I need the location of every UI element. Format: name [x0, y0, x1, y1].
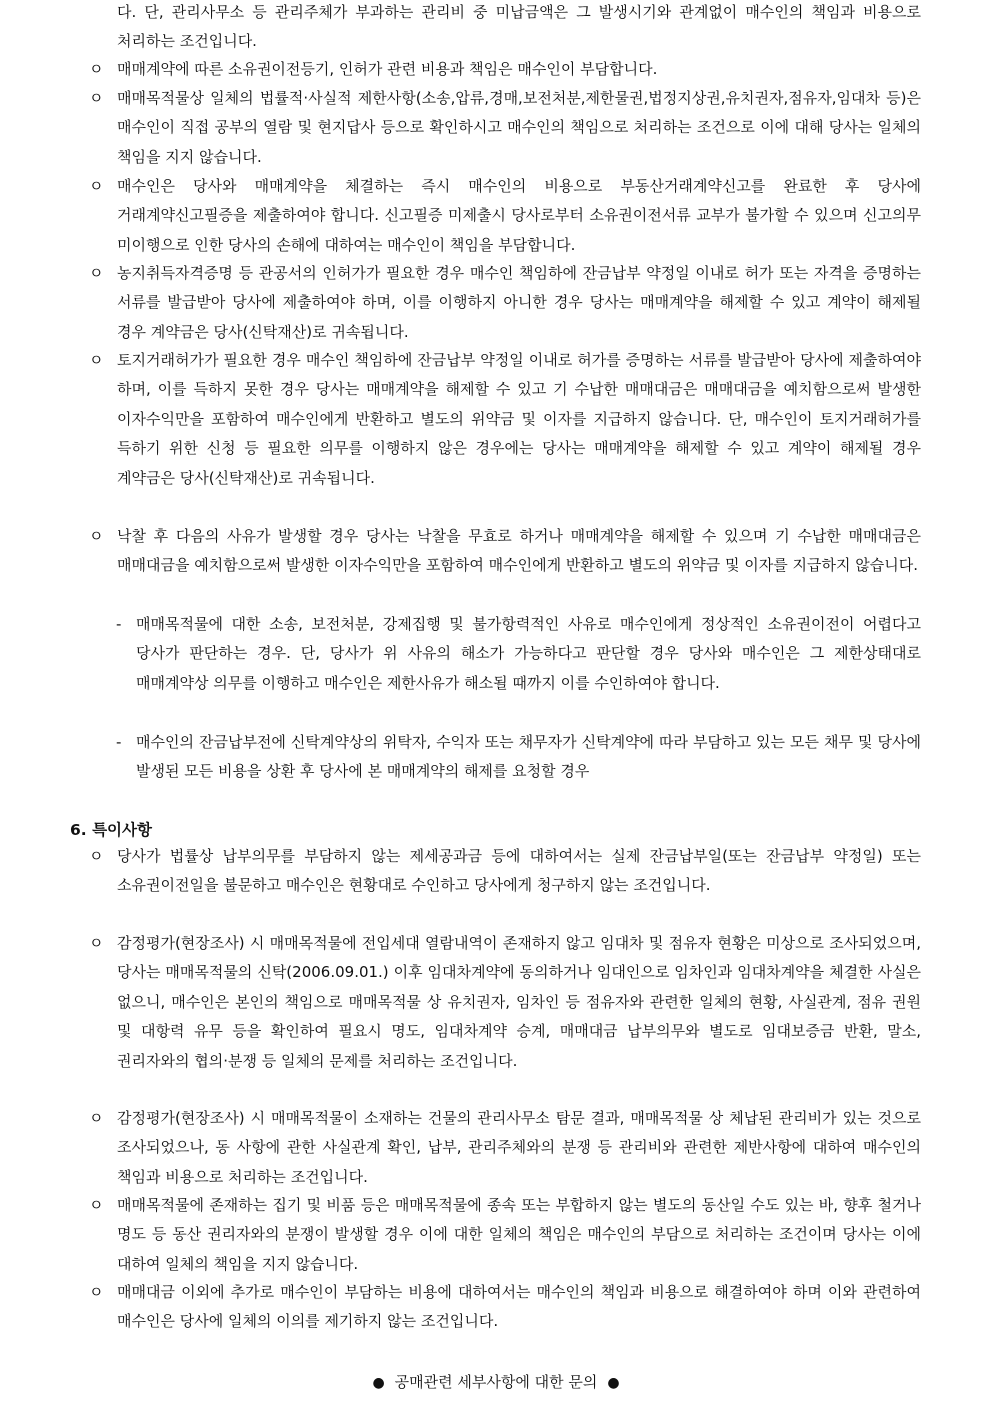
condition-text: 낙찰 후 다음의 사유가 발생할 경우 당사는 낙찰을 무효로 하거나 매매계약을 해제할 수 있으며 기 수납한 매매대금은 매매대금을 예치함으로써 발생한 이자수익만을 포함하여 매수인에게 반환하고 별도의 위약금 및 이자를 지급하지 않습니다. — [117, 527, 921, 575]
sub-condition-text: 매수인의 잔금납부전에 신탁계약상의 위탁자, 수익자 또는 채무자가 신탁계약에 따라 부담하고 있는 모든 채무 및 당사에 발생된 모든 비용을 상환 후 당사에 본 매매계약의 해제를 요청할 경우 — [136, 733, 921, 781]
bullet-marker: ㅇ — [89, 60, 104, 78]
sub-condition-text: 매매목적물에 대한 소송, 보전처분, 강제집행 및 불가항력적인 사유로 매수인에게 정상적인 소유권이전이 어렵다고 당사가 판단하는 경우. 단, 당사가 위 사유의 해소가 가능하다고 판단할 경우 당사와 매수인은 그 제한상태대로 매매계약상 의무를 이행하고 매수인은 제한사유가 해소될 때까지 이를 수인하여야 합니다. — [136, 615, 921, 692]
condition-text: 토지거래허가가 필요한 경우 매수인 책임하에 잔금납부 약정일 이내로 허가를 증명하는 서류를 발급받아 당사에 제출하여야 하며, 이를 득하지 못한 경우 당사는 매매계약을 해제할 수 있고 기 수납한 매매대금은 매매대금을 예치함으로써 발생한 이자수익만을 포함하여 매수인에게 반환하고 별도의 위약금 및 이자를 지급하지 않습니다. 단, 매수인이 토지거래허가를 득하기 위한 신청 등 필요한 의무를 이행하지 않은 경우에는 당사는 매매계약을 해제할 수 있고 계약이 해제될 경우 계약금은 당사(신탁재산)로 귀속됩니다. — [117, 351, 921, 487]
dash-marker: - — [116, 733, 122, 751]
bullet-dot-icon: ● — [607, 1375, 620, 1391]
bullet-marker: ㅇ — [89, 89, 104, 107]
condition-text: 농지취득자격증명 등 관공서의 인허가가 필요한 경우 매수인 책임하에 잔금납부 약정일 이내로 허가 또는 자격을 증명하는 서류를 발급받아 당사에 제출하여야 하며, 이를 이행하지 아니한 경우 당사는 매매계약을 해제할 수 있고 계약이 해제될 경우 계약금은 당사(신탁재산)로 귀속됩니다. — [117, 264, 921, 341]
bullet-marker: ㅇ — [89, 527, 104, 545]
bullet-marker: ㅇ — [89, 351, 104, 369]
bullet-marker: ㅇ — [89, 847, 104, 865]
special-item-text: 당사가 법률상 납부의무를 부담하지 않는 제세공과금 등에 대하여서는 실제 잔금납부일(또는 잔금납부 약정일) 또는 소유권이전일을 불문하고 매수인은 현황대로 수인하고 당사에게 청구하지 않는 조건입니다. — [117, 847, 921, 895]
paragraph-text: 다. 단, 관리사무소 등 관리주체가 부과하는 관리비 중 미납금액은 그 발생시기와 관계없이 매수인의 책임과 비용으로 처리하는 조건입니다. — [117, 3, 921, 51]
special-item-text: 매매목적물에 존재하는 집기 및 비품 등은 매매목적물에 종속 또는 부합하지 않는 별도의 동산일 수도 있는 바, 향후 철거나 명도 등 동산 권리자와의 분쟁이 발생할 경우 이에 대한 일체의 책임은 매수인의 부담으로 처리하는 조건이며 당사는 이에 대하여 일체의 책임을 지지 않습니다. — [117, 1196, 921, 1273]
footer-text: 공매관련 세부사항에 대한 문의 — [394, 1373, 598, 1391]
bullet-marker: ㅇ — [89, 934, 104, 952]
bullet-dot-icon: ● — [372, 1375, 385, 1391]
bullet-marker: ㅇ — [89, 1196, 104, 1214]
condition-text: 매수인은 당사와 매매계약을 체결하는 즉시 매수인의 비용으로 부동산거래계약신고를 완료한 후 당사에 거래계약신고필증을 제출하여야 합니다. 신고필증 미제출시 당사로부터 소유권이전서류 교부가 불가할 수 있으며 신고의무 미이행으로 인한 당사의 손해에 대하여는 매수인이 책임을 부담합니다. — [117, 177, 921, 254]
special-item-text: 감정평가(현장조사) 시 매매목적물에 전입세대 열람내역이 존재하지 않고 임대차 및 점유자 현황은 미상으로 조사되었으며, 당사는 매매목적물의 신탁(2006.09.01.) 이후 임대차계약에 동의하거나 임대인으로 임차인과 임대차계약을 체결한 사실은 없으니, 매수인은 본인의 책임으로 매매목적물 상 유치권자, 임차인 등 점유자와 관련한 일체의 현황, 사실관계, 점유 권원 및 대항력 유무 등을 확인하여 필요시 명도, 임대차계약 승계, 매매대금 납부의무와 별도로 임대보증금 반환, 말소, 권리자와의 협의·분쟁 등 일체의 문제를 처리하는 조건입니다. — [117, 934, 921, 1070]
inquiry-footer — [0, 1368, 992, 1397]
condition-text: 매매계약에 따른 소유권이전등기, 인허가 관련 비용과 책임은 매수인이 부담합니다. — [117, 60, 658, 78]
bullet-marker: ㅇ — [89, 1109, 104, 1127]
condition-text: 매매목적물상 일체의 법률적·사실적 제한사항(소송,압류,경매,보전처분,제한물권,법정지상권,유치권자,점유자,임대차 등)은 매수인이 직접 공부의 열람 및 현지답사 등으로 확인하시고 매수인의 책임으로 처리하는 조건으로 이에 대해 당사는 일체의 책임을 지지 않습니다. — [117, 89, 921, 166]
section-heading: 6. 특이사항 — [70, 821, 152, 839]
special-item-text: 매매대금 이외에 추가로 매수인이 부담하는 비용에 대하여서는 매수인의 책임과 비용으로 해결하여야 하며 이와 관련하여 매수인은 당사에 일체의 이의를 제기하지 않는 조건입니다. — [117, 1283, 921, 1331]
bullet-marker: ㅇ — [89, 177, 104, 195]
bullet-marker: ㅇ — [89, 1283, 104, 1301]
bullet-marker: ㅇ — [89, 264, 104, 282]
special-item-text: 감정평가(현장조사) 시 매매목적물이 소재하는 건물의 관리사무소 탐문 결과, 매매목적물 상 체납된 관리비가 있는 것으로 조사되었으나, 동 사항에 관한 사실관계 확인, 납부, 관리주체와의 분쟁 등 관리비와 관련한 제반사항에 대하여 매수인의 책임과 비용으로 처리하는 조건입니다. — [117, 1109, 921, 1186]
dash-marker: - — [116, 615, 122, 633]
